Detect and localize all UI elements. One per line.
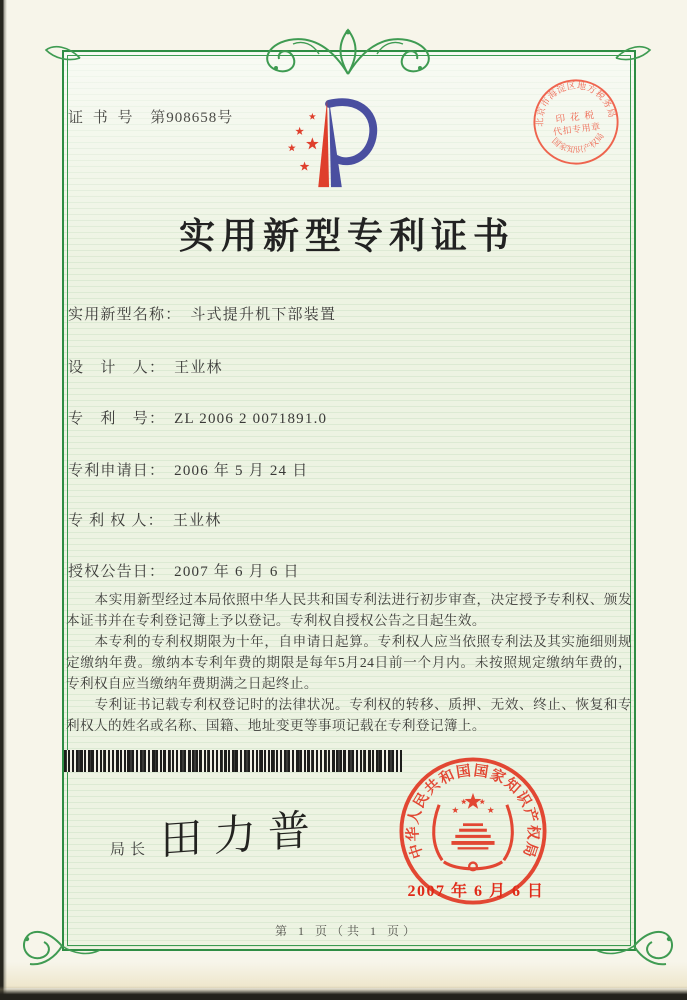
director-signature: 田力普 xyxy=(160,807,322,865)
tax-stamp-center-line2: 代扣专用章 xyxy=(552,121,602,138)
certificate-number-label: 证 书 号 xyxy=(68,110,136,126)
seal-national-emblem xyxy=(451,793,494,850)
field-designer xyxy=(68,356,223,377)
certificate-title: 实用新型专利证书 xyxy=(178,216,515,256)
legal-paragraph: 本实用新型经过本局依照中华人民共和国专利法进行初步审查，决定授予专利权、颁发本证书并在专利登记簿上予以登记。专利权自授权公告之日起生效。 xyxy=(66,592,632,628)
scan-edge-bottom xyxy=(0,986,687,1000)
legal-text-block xyxy=(66,589,632,736)
field-utility-model-name xyxy=(68,303,336,324)
field-value: 王业林 xyxy=(172,513,222,529)
border-ornament-bottom-right xyxy=(592,910,678,968)
tax-stamp-center-line1: 印 花 税 xyxy=(554,109,596,126)
tax-stamp-ring-text: 北京市海淀区地方税务局 xyxy=(534,80,618,127)
page-footer: 第 1 页（共 1 页） xyxy=(274,924,419,938)
field-value: 2007 年 6 月 6 日 xyxy=(174,564,300,580)
legal-paragraph: 专利证书记载专利权登记时的法律状况。专利权的转移、质押、无效、终止、恢复和专利权人的姓名或名称、国籍、地址变更等事项记载在专利登记簿上。 xyxy=(66,697,632,733)
director-title: 局长 xyxy=(110,842,151,858)
tax-stamp xyxy=(523,69,630,176)
field-label: 设 计 人： xyxy=(68,360,166,376)
scan-edge-bottom-tint xyxy=(0,962,687,988)
field-label: 专利申请日： xyxy=(68,463,166,479)
field-patent-number xyxy=(68,407,327,428)
field-label: 专 利 号： xyxy=(68,411,166,427)
cnipa-logo-icon xyxy=(282,96,380,194)
border-ornament-bottom-left xyxy=(18,910,104,968)
border-ornament-top-right xyxy=(612,36,656,68)
border-ornament-top xyxy=(233,24,463,80)
border-ornament-top-left xyxy=(40,36,84,68)
scan-edge-left xyxy=(0,0,7,1000)
tax-stamp-bottom-text: 国家知识产权局 xyxy=(550,131,607,155)
field-value: 王业林 xyxy=(174,360,223,376)
field-label: 专 利 权 人： xyxy=(68,513,164,529)
barcode xyxy=(64,750,402,772)
certificate-number xyxy=(68,106,233,127)
certificate-number-value: 第908658号 xyxy=(150,110,234,126)
field-value: 2006 年 5 月 24 日 xyxy=(174,463,309,479)
field-grant-date xyxy=(68,560,300,581)
field-label: 实用新型名称： xyxy=(68,307,182,323)
field-value: 斗式提升机下部装置 xyxy=(190,307,337,323)
field-label: 授权公告日： xyxy=(68,564,166,580)
field-value: ZL 2006 2 0071891.0 xyxy=(174,411,328,427)
seal-ring-text: 中华人民共和国国家知识产权局 xyxy=(405,763,541,861)
field-patentee xyxy=(68,509,221,530)
field-filing-date xyxy=(68,459,308,480)
legal-paragraph: 本专利的专利权期限为十年，自申请日起算。专利权人应当依照专利法及其实施细则规定缴纳年费。缴纳本专利年费的期限是每年5月24日前一个月内。未按照规定缴纳年费的，专利权自应当缴纳年费期满之日起终止。 xyxy=(66,634,632,691)
seal-date: 2007 年 6 月 6 日 xyxy=(407,883,545,900)
